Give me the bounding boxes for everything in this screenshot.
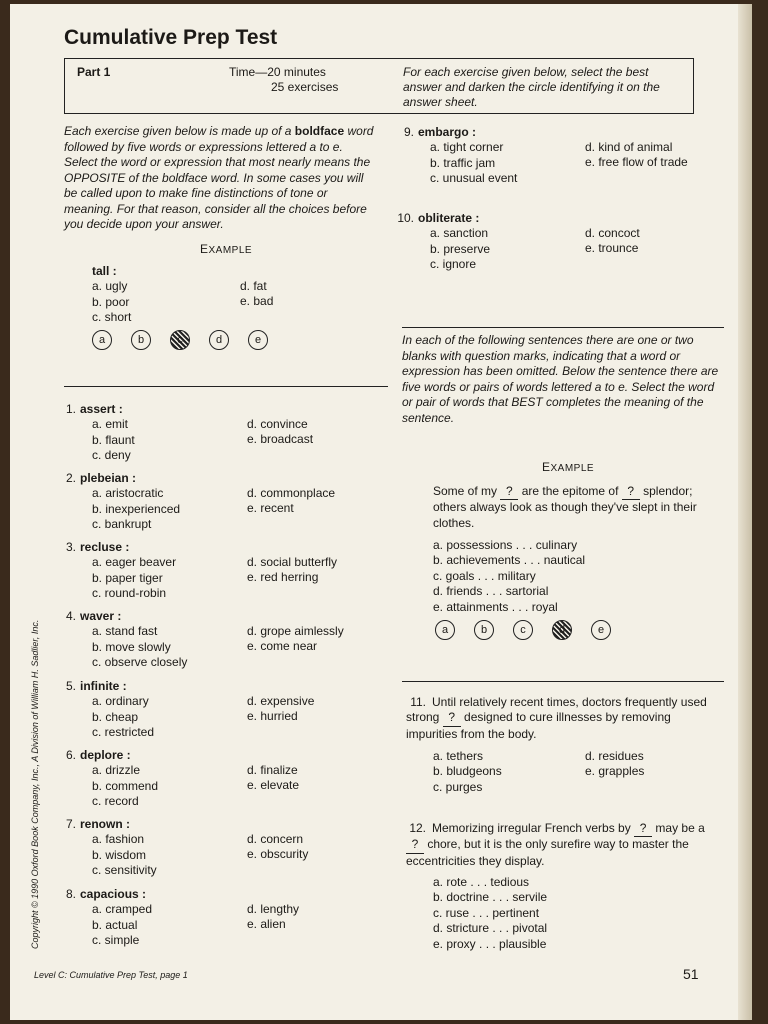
question-1 xyxy=(58,402,135,464)
question-3-right xyxy=(235,555,337,586)
option-a: a. possessions . . . culinary xyxy=(433,538,578,552)
example-sentence xyxy=(433,484,723,531)
question-word: plebeian : xyxy=(80,471,137,485)
example-label-rest: XAMPLE xyxy=(550,463,595,474)
question-8 xyxy=(58,887,152,949)
question-11-right xyxy=(573,749,644,780)
option-e: e. proxy . . . plausible xyxy=(433,936,547,951)
option-a: a. rote . . . tedious xyxy=(433,875,530,889)
option-b: b. actual xyxy=(92,917,138,932)
option-b: b. achievements . . . nautical xyxy=(433,553,586,568)
answer-circle-c: c xyxy=(513,620,533,640)
blank-2: ? xyxy=(406,837,424,853)
example-option-e: e. bad xyxy=(240,294,274,309)
question-3 xyxy=(58,540,176,602)
sentence-text: chore, but it is the only surefire way to master the eccentricities they display. xyxy=(406,837,689,868)
option-d: d. concoct xyxy=(585,226,640,240)
question-5 xyxy=(58,679,154,741)
option-b: b. wisdom xyxy=(92,847,147,862)
option-a: a. emit xyxy=(92,417,129,432)
blank-1: ? xyxy=(500,484,518,500)
question-5-right xyxy=(235,694,314,725)
example2-answer-circles xyxy=(435,620,630,640)
blank-2: ? xyxy=(622,484,640,500)
option-e: e. elevate xyxy=(247,778,300,793)
question-10 xyxy=(396,211,490,273)
option-c: c. purges xyxy=(433,779,483,794)
question-4 xyxy=(58,609,187,671)
question-word: obliterate : xyxy=(418,211,480,225)
option-b: b. bludgeons xyxy=(433,764,502,779)
option-a: a. eager beaver xyxy=(92,555,177,570)
option-d: d. grope aimlessly xyxy=(247,624,344,638)
option-d: d. stricture . . . pivotal xyxy=(433,921,548,936)
copyright-notice: Copyright © 1990 Oxford Book Company, Inc., A Division of William H. Sadlier, Inc. xyxy=(30,619,40,949)
example-option-a: a. ugly xyxy=(92,279,128,294)
option-c: c. record xyxy=(92,794,139,809)
question-2 xyxy=(58,471,180,533)
question-number: 8. xyxy=(65,887,76,901)
option-d: d. finalize xyxy=(247,763,298,777)
option-d: d. concern xyxy=(247,832,304,846)
question-word: waver : xyxy=(80,609,122,623)
question-7-right xyxy=(235,832,308,863)
answer-circle-a: a xyxy=(435,620,455,640)
question-number: 2. xyxy=(65,471,76,485)
option-c: c. deny xyxy=(92,448,131,463)
option-e: e. broadcast xyxy=(247,432,314,447)
option-b: b. traffic jam xyxy=(430,155,496,170)
option-d: d. lengthy xyxy=(247,902,300,916)
option-d: d. friends . . . sartorial xyxy=(433,584,549,599)
question-8-right xyxy=(235,902,299,933)
option-b: b. commend xyxy=(92,778,159,793)
question-number: 5. xyxy=(65,679,76,693)
answer-circle-e: e xyxy=(591,620,611,640)
intro-bold-word: boldface xyxy=(294,124,345,138)
blank-1: ? xyxy=(634,821,652,837)
option-a: a. ordinary xyxy=(92,694,149,709)
option-a: a. drizzle xyxy=(92,763,141,778)
example-answer-circles xyxy=(92,330,287,350)
option-c: c. round-robin xyxy=(92,586,167,601)
question-word: recluse : xyxy=(80,540,130,554)
intro-text: Each exercise given below is made up of a xyxy=(64,124,295,138)
blank-1: ? xyxy=(443,710,461,726)
example-question xyxy=(74,264,131,326)
page-edge xyxy=(738,4,752,1020)
option-b: b. inexperienced xyxy=(92,501,181,516)
question-6-right xyxy=(235,763,299,794)
question-12 xyxy=(406,821,716,869)
option-b: b. cheap xyxy=(92,709,139,724)
example-options-right xyxy=(240,279,273,310)
time-line: Time—20 minutes xyxy=(229,65,326,79)
question-number: 10. xyxy=(397,211,414,225)
option-e: e. recent xyxy=(247,501,294,516)
page-footer: Level C: Cumulative Prep Test, page 1 xyxy=(34,970,188,980)
option-b: b. flaunt xyxy=(92,432,135,447)
option-d: d. social butterfly xyxy=(247,555,338,569)
section-divider xyxy=(64,386,388,387)
answer-circle-e: e xyxy=(248,330,268,350)
question-11-options xyxy=(433,749,502,795)
sentence-text: are the epitome of xyxy=(518,484,622,498)
question-7 xyxy=(58,817,157,879)
question-4-right xyxy=(235,624,344,655)
question-1-right xyxy=(235,417,313,448)
section-divider-right xyxy=(402,327,724,328)
answer-circle-d-filled: d xyxy=(552,620,572,640)
option-b: b. move slowly xyxy=(92,639,171,654)
option-b: b. paper tiger xyxy=(92,570,163,585)
example-word: tall : xyxy=(92,264,117,278)
sentence-text: may be a xyxy=(652,821,705,835)
option-c: c. bankrupt xyxy=(92,517,152,532)
option-b: b. doctrine . . . servile xyxy=(433,890,548,905)
part-header-box xyxy=(64,58,694,114)
question-number: 6. xyxy=(65,748,76,762)
question-12-options xyxy=(433,875,547,952)
box-instructions: For each exercise given below, select the best answer and darken the circle identifying it on the answer sheet. xyxy=(403,65,660,109)
sentence-text: Memorizing irregular French verbs by xyxy=(432,821,635,835)
example-label-rest: XAMPLE xyxy=(208,245,253,256)
option-c: c. observe closely xyxy=(92,655,188,670)
option-e: e. attainments . . . royal xyxy=(433,599,558,614)
option-e: e. trounce xyxy=(585,241,639,256)
question-word: deplore : xyxy=(80,748,131,762)
question-11 xyxy=(406,695,716,742)
option-c: c. sensitivity xyxy=(92,863,157,878)
option-c: c. ignore xyxy=(430,257,477,272)
example-option-d: d. fat xyxy=(240,279,267,293)
option-e: e. obscurity xyxy=(247,847,309,862)
page-title: Cumulative Prep Test xyxy=(64,26,278,49)
answer-circle-d: d xyxy=(209,330,229,350)
answer-circle-c-filled: c xyxy=(170,330,190,350)
sentence-text: Some of my xyxy=(433,484,501,498)
question-9 xyxy=(396,125,517,187)
sentence-text: Until relatively recent times, doctors frequently used strong xyxy=(406,695,707,725)
example-label-cap: E xyxy=(200,242,209,256)
question-2-right xyxy=(235,486,335,517)
option-c: c. restricted xyxy=(92,725,155,740)
example-option-b: b. poor xyxy=(92,294,130,309)
example-label-cap: E xyxy=(542,460,551,474)
option-d: d. convince xyxy=(247,417,308,431)
sentence-completion-instructions: In each of the following sentences there are one or two blanks with question marks, indicating that a word or expression has been omitted. Below the sentence there are five words or pairs of words lettered a to e. Select the word or pair of words that BEST completes the meaning of the sentence. xyxy=(402,333,719,425)
question-word: assert : xyxy=(80,402,123,416)
option-a: a. stand fast xyxy=(92,624,158,639)
page-number: 51 xyxy=(683,966,699,982)
question-number: 7. xyxy=(65,817,76,831)
option-a: a. aristocratic xyxy=(92,486,164,501)
answer-circle-a: a xyxy=(92,330,112,350)
question-10-right xyxy=(573,226,640,257)
question-number: 9. xyxy=(403,125,414,139)
question-word: renown : xyxy=(80,817,130,831)
question-number: 3. xyxy=(65,540,76,554)
option-e: e. free flow of trade xyxy=(585,155,688,170)
time-info xyxy=(229,65,338,95)
sentence-text: splendor; others always look as though they've slept in their clothes. xyxy=(433,484,697,530)
worksheet-page xyxy=(10,4,752,1020)
intro-text-rest: word followed by five words or expressions lettered a to e. Select the word or expression that most nearly means the OPPOSITE of the boldface word. In some cases you will be called upon to make fine distinctions of tone or meaning. For that reason, consider all the choices before you decide upon your answer. xyxy=(64,124,374,231)
question-9-right xyxy=(573,140,688,171)
example2-options xyxy=(433,538,585,615)
question-6 xyxy=(58,748,158,810)
option-a: a. cramped xyxy=(92,902,153,917)
question-word: capacious : xyxy=(80,887,147,901)
option-d: d. commonplace xyxy=(247,486,336,500)
answer-circle-b: b xyxy=(474,620,494,640)
question-word: infinite : xyxy=(80,679,127,693)
option-d: d. expensive xyxy=(247,694,315,708)
option-a: a. tethers xyxy=(433,749,484,763)
option-e: e. grapples xyxy=(585,764,645,779)
option-e: e. red herring xyxy=(247,570,319,585)
option-d: d. residues xyxy=(585,749,644,763)
example-label-2 xyxy=(542,460,594,474)
option-a: a. sanction xyxy=(430,226,489,241)
option-c: c. goals . . . military xyxy=(433,568,536,583)
antonym-instructions xyxy=(64,124,374,233)
question-number: 11. xyxy=(410,695,426,709)
option-c: c. unusual event xyxy=(430,171,518,186)
option-d: d. kind of animal xyxy=(585,140,673,154)
option-e: e. alien xyxy=(247,917,286,932)
option-e: e. hurried xyxy=(247,709,298,724)
section-divider-right-2 xyxy=(402,681,724,682)
example-label xyxy=(200,242,252,256)
option-e: e. come near xyxy=(247,639,318,654)
question-number: 4. xyxy=(65,609,76,623)
option-a: a. fashion xyxy=(92,832,145,847)
option-c: c. ruse . . . pertinent xyxy=(433,905,540,920)
option-c: c. simple xyxy=(92,933,140,948)
option-a: a. tight corner xyxy=(430,140,504,155)
question-word: embargo : xyxy=(418,125,477,139)
sentence-text: designed to cure illnesses by removing impurities from the body. xyxy=(406,710,671,741)
part-label: Part 1 xyxy=(77,65,111,79)
answer-circle-b: b xyxy=(131,330,151,350)
question-number: 1. xyxy=(65,402,76,416)
question-number: 12. xyxy=(409,821,426,835)
option-b: b. preserve xyxy=(430,241,491,256)
example-option-c: c. short xyxy=(92,310,132,325)
exercise-count: 25 exercises xyxy=(271,80,339,94)
